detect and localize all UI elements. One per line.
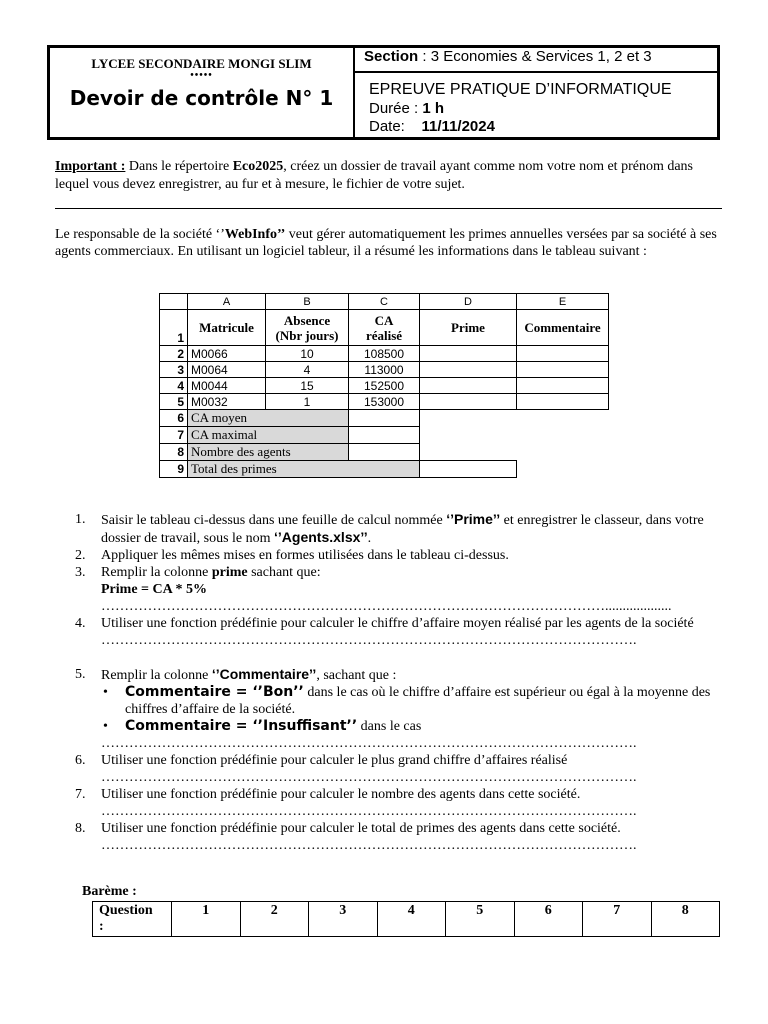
bareme-col-8: 8 [651,902,720,937]
bareme-col-1: 1 [172,902,241,937]
exam-title: Devoir de contrôle N° 1 [69,86,334,110]
spreadsheet-table [159,293,609,478]
summary-label-nombre-agents: Nombre des agents [188,444,349,461]
header-prime: Prime [420,310,517,346]
empty-cell [420,410,609,427]
empty-cell [420,427,609,444]
table-row [160,362,609,378]
bareme-col-6: 6 [514,902,583,937]
table-row [160,378,609,394]
cell-matricule: M0064 [188,362,266,378]
row-number: 4 [160,378,188,394]
school-dots: ••••• [190,70,213,81]
header-matricule: Matricule [188,310,266,346]
bareme-title: Barème : [82,884,137,899]
question-5: 5. Remplir la colonne ‘’Commentaire’’, sachant que : [75,666,397,683]
row-number: 9 [160,461,188,478]
prime-formula: Prime = CA * 5% [101,582,207,597]
bareme-table [92,901,720,937]
intro-paragraph: Le responsable de la société ‘’WebInfo’’ veut gérer automatiquement les primes annuelles versées par sa société à ses agents commerciaux. En utilisant un logiciel tableur, il a résumé les informations dans le tableau suivant : [55,227,717,259]
row-number: 6 [160,410,188,427]
question-2: 2. Appliquer les mêmes mises en formes utilisées dans le tableau ci-dessus. [75,548,509,563]
question-6: 6. Utiliser une fonction prédéfinie pour calculer le plus grand chiffre d’affaires réalisé ……………………………………………………………………………………………………. [75,752,725,786]
col-header-b: B [266,294,349,310]
header-divider-horizontal [355,71,720,73]
question-3: 3. Remplir la colonne prime sachant que: Prime = CA * 5% ………………………………………………………………………………………………................... [75,564,725,615]
bullet-insuffisant: • Commentaire = ‘’Insuffisant’’ dans le cas [103,718,422,734]
cell-commentaire [517,378,609,394]
col-header-c: C [349,294,420,310]
bullet-bon: • Commentaire = ‘’Bon’’ dans le cas où le chiffre d’affaire est supérieur ou égal à la moyenne des chiffres d’affaire de la société. [103,684,711,717]
row-number: 2 [160,346,188,362]
separator-line [55,208,722,209]
corner-cell [160,294,188,310]
col-header-a: A [188,294,266,310]
answer-dots: ……………………………………………………………………………………………………. [101,838,637,853]
row-number: 5 [160,394,188,410]
cell-absence: 4 [266,362,349,378]
row-number: 7 [160,427,188,444]
duration-line: Durée : 1 h [369,100,445,117]
summary-value-ca-maximal [349,427,420,444]
cell-ca: 153000 [349,394,420,410]
question-1: 1. Saisir le tableau ci-dessus dans une feuille de calcul nommée ‘’Prime’’ et enregistrer le classeur, dans votre dossier de travail, sous le nom ‘’Agents.xlsx’’. [75,511,704,546]
cell-matricule: M0066 [188,346,266,362]
date-line: Date: 11/11/2024 [369,118,495,135]
answer-dots: ……………………………………………………………………………………………………. [101,633,637,648]
summary-row [160,444,609,461]
answer-dots-q5: ……………………………………………………………………………………………………. [101,736,637,751]
bareme-col-3: 3 [309,902,378,937]
table-header-row [160,310,609,346]
summary-row [160,461,609,478]
answer-dots: ………………………………………………………………………………………………................... [101,599,672,614]
question-4: 4. Utiliser une fonction prédéfinie pour calculer le chiffre d’affaire moyen réalisé par les agents de la société ……………………………………………………………………………………………………. [75,615,725,649]
row-number: 3 [160,362,188,378]
cell-prime [420,362,517,378]
row-number: 8 [160,444,188,461]
cell-prime [420,378,517,394]
cell-commentaire [517,346,609,362]
cell-matricule: M0044 [188,378,266,394]
exam-type: EPREUVE PRATIQUE D’INFORMATIQUE [369,81,672,98]
bareme-row [93,902,720,937]
empty-cell [517,461,609,478]
summary-value-total-primes [420,461,517,478]
row-number: 1 [160,310,188,346]
header-commentaire: Commentaire [517,310,609,346]
cell-ca: 113000 [349,362,420,378]
questions-list [75,511,725,854]
cell-matricule: M0032 [188,394,266,410]
answer-dots: ……………………………………………………………………………………………………. [101,804,637,819]
table-row [160,346,609,362]
summary-row [160,410,609,427]
section-line: Section : 3 Economies & Services 1, 2 et 3 [364,48,652,65]
bareme-question-label: Question : [93,902,172,937]
bareme-col-7: 7 [583,902,652,937]
summary-label-ca-maximal: CA maximal [188,427,349,444]
cell-absence: 15 [266,378,349,394]
question-7: 7. Utiliser une fonction prédéfinie pour calculer le nombre des agents dans cette société. ……………………………………………………………………………………………………. [75,786,725,820]
cell-ca: 108500 [349,346,420,362]
column-header-row [160,294,609,310]
cell-absence: 1 [266,394,349,410]
summary-label-ca-moyen: CA moyen [188,410,349,427]
col-header-d: D [420,294,517,310]
bareme-col-4: 4 [377,902,446,937]
question-8: 8. Utiliser une fonction prédéfinie pour calculer le total de primes des agents dans cette société. ……………………………………………………………………………………………………. [75,820,725,854]
important-note: Important : Dans le répertoire Eco2025, créez un dossier de travail ayant comme nom votre nom et prénom dans lequel vous devez enregistrer, au fur et à mesure, le fichier de votre sujet. [55,159,694,192]
bareme-col-5: 5 [446,902,515,937]
summary-row [160,427,609,444]
col-header-e: E [517,294,609,310]
cell-commentaire [517,394,609,410]
cell-commentaire [517,362,609,378]
summary-label-total-primes: Total des primes [188,461,420,478]
cell-ca: 152500 [349,378,420,394]
school-name: LYCEE SECONDAIRE MONGI SLIM [91,56,312,71]
header-ca: CA réalisé [349,310,420,346]
summary-value-nombre-agents [349,444,420,461]
summary-value-ca-moyen [349,410,420,427]
answer-dots: ……………………………………………………………………………………………………. [101,770,637,785]
empty-cell [420,444,609,461]
bareme-col-2: 2 [240,902,309,937]
cell-prime [420,394,517,410]
table-row [160,394,609,410]
cell-absence: 10 [266,346,349,362]
cell-prime [420,346,517,362]
header-absence: Absence (Nbr jours) [266,310,349,346]
